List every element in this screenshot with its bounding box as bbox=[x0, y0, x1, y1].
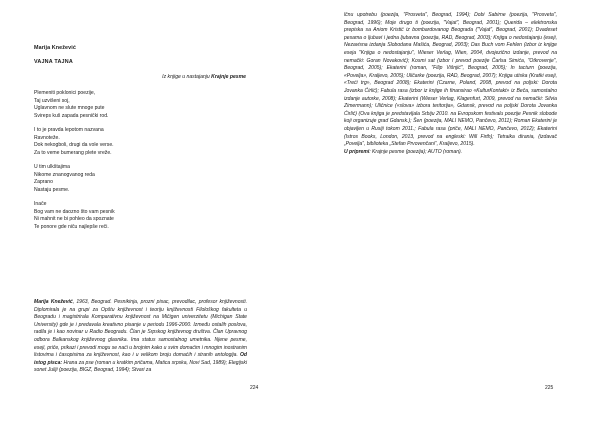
page-number: 224 bbox=[250, 385, 259, 391]
poem-line: I to je pravda lepotom nazvana bbox=[34, 126, 104, 133]
in-preparation-label: U pripremi bbox=[344, 148, 370, 155]
poem-line: Bog vam ne daozno što vam pesnik bbox=[34, 208, 115, 215]
page-number: 225 bbox=[545, 385, 554, 391]
in-preparation-text: : Krajnje pesme (poezija); AUTO (roman). bbox=[369, 148, 463, 155]
poem-subtitle bbox=[34, 74, 246, 80]
bibliography-paragraph: lčnu upotrebu (poezija, "Prosveta", Beograd, 1994); Dobi Sabirne (poezija, "Prosveta", Beograd, 1996); Moje drugo ti (poezija, "Vajat", Beograd, 2001); Querida – elektronska prepiska sa Aniom Kristić iz bombardovanog Beograda ("Vajat", Beograd, 2001); Dvadeset pesama o ljubavi i jedna ljubavna (poezija, RAD, Beograd, 2003); Knjiga o nedostajanju (eseji, Nezavisna izdanja Slobodana Mašića, Beograd, 2003); Das Buch vom Fehlen (izbor iz knjige eseja "Knjiga o nedostajanju", Wieser Verlag, Wien, 2004, dvojezično izdanje, prevod na nemački: Goran Novaković); Kosmi sat (izbor i prevod poezije Čarlsa Simića, "Otkrovenje", Beograd, 2005); Ekaterini (roman, "Filip Višnjić", Beograd, 2005); In tacturn (poezija, «Povelja», Kraljevo, 2005); Uličarke (poezija, RAD, Beograd, 2007); Knjiga utiska (Kratki eseji, «Treći trg», Beograd 2008); Ekaterini (Czarne, Poland, 2008, prevod na poljski: Dorota Jovanka Ćirlić); Fabula rasa (izbor iz knjige ih finansirao «KulturKontakt» iz Beča, samostalno izdanje autorke, 2008); Ekaterini (Wieser Verlag, Klagenfurt, 2009, prevod na nemački: Silvia Zimermann); Uličnice («slova» izbora teritorija», Gdansk, prevod na poljski Dorota Jovanka Ćirlić) (Ova knjiga je predstavljala Srbiju 2010. na Evropskom festivalu poezije Pesnik slobode koji organizuje grad Gdansk.); Šen (poezija, MALI NEMO, Pančevo, 2011); Roman Ekaterini je objavljen u Rusiji tokom 2011.; Fabula rasa (priče, MALI NEMO, Pančevo, 2012); Ekaterini (Istros Books, London, 2013, prevod na engleski: Will Firth); Tetraika dirania, (izdavač „Povelja“, biblioteka „Stefan Prvovenčani“, Kraljevo, 2015). bbox=[344, 12, 557, 148]
poem-line: Svireps kuš zapada pesnički rod. bbox=[34, 112, 109, 119]
poem-line: Nastaju pesme. bbox=[34, 186, 70, 193]
poem-line: U tim ulkštajima bbox=[34, 163, 70, 170]
poem-line: Uglavnom ne slute mnoge pute bbox=[34, 105, 105, 112]
poem-line: Taj uzvišeni soj, bbox=[34, 97, 70, 104]
stanza-1 bbox=[34, 90, 254, 120]
subtitle-prefix: Iz knjige u nastajanju bbox=[162, 74, 210, 80]
stanza-4 bbox=[34, 201, 254, 231]
poem-line: Plemeniti poklonici poezije, bbox=[34, 90, 96, 96]
bio-works-label: Od istog pisca: bbox=[34, 352, 247, 366]
author-name: Marija Knežević bbox=[34, 45, 76, 51]
poem-line: Za to veme bumerang plete vreže. bbox=[34, 149, 112, 156]
poem-line: Ni mahnit ne bi pohleo da spoznate bbox=[34, 216, 114, 223]
poem-title: VAJNA TAJNA bbox=[34, 59, 73, 65]
stanza-3 bbox=[34, 164, 254, 194]
bio-text: , 1963, Beograd. Pesnikinja, prozni pisac, prevodilac, profesor književnosti. Diplomirala je na grupi za Opštu književnost i teoriju književnosti Filološkog fakulteta u Beogradu i magistrirala Komparativnu književnost na Mičigen univerzitetu (Michigan State University) gde je i predavala kreativno pisanje u periodu 1996-2000. Između ostalih poslova, radila je i kao novinar u Radio Beogradu. Član je Srpskog književnog društva. Član Upravnog odbora Balkanskog književnog glasnika. Ima status samostalnog umetnika. Njene pesme, eseji, priče, prikazi i prevodi mogu se naći u brojnim kako u svim domaćim i mnogim inostranim listovima i časopisima za književnost, kao i u velikom broju domaćih i stranih antologija. bbox=[34, 299, 247, 359]
poem-line: Inače bbox=[34, 200, 47, 207]
poem-line: Zaprano bbox=[34, 179, 53, 186]
poem-body bbox=[34, 90, 254, 238]
poem-line: Te ponore gde niču najlepše reči. bbox=[34, 223, 109, 230]
bio-name: Marija Knežević bbox=[34, 299, 73, 305]
stanza-2 bbox=[34, 127, 254, 157]
poem-line: Dok nekogboli, drugi da vole verse. bbox=[34, 142, 114, 149]
poem-line: Ravnoteže. bbox=[34, 134, 60, 141]
bio-works-text: Hrana za pse (roman u kratkim pričama, Matica srpska, Novi Sad, 1989); Elegijski sonet Juliji (poezija, BIGZ, Beograd, 1994); Stvari za bbox=[34, 359, 247, 374]
author-bio bbox=[34, 299, 247, 375]
bibliography-text bbox=[344, 12, 557, 156]
right-page bbox=[300, 0, 600, 423]
poem-line: Nikome znanogvanog reda bbox=[34, 171, 95, 178]
subtitle-book: Krajnje pesme bbox=[211, 74, 246, 80]
